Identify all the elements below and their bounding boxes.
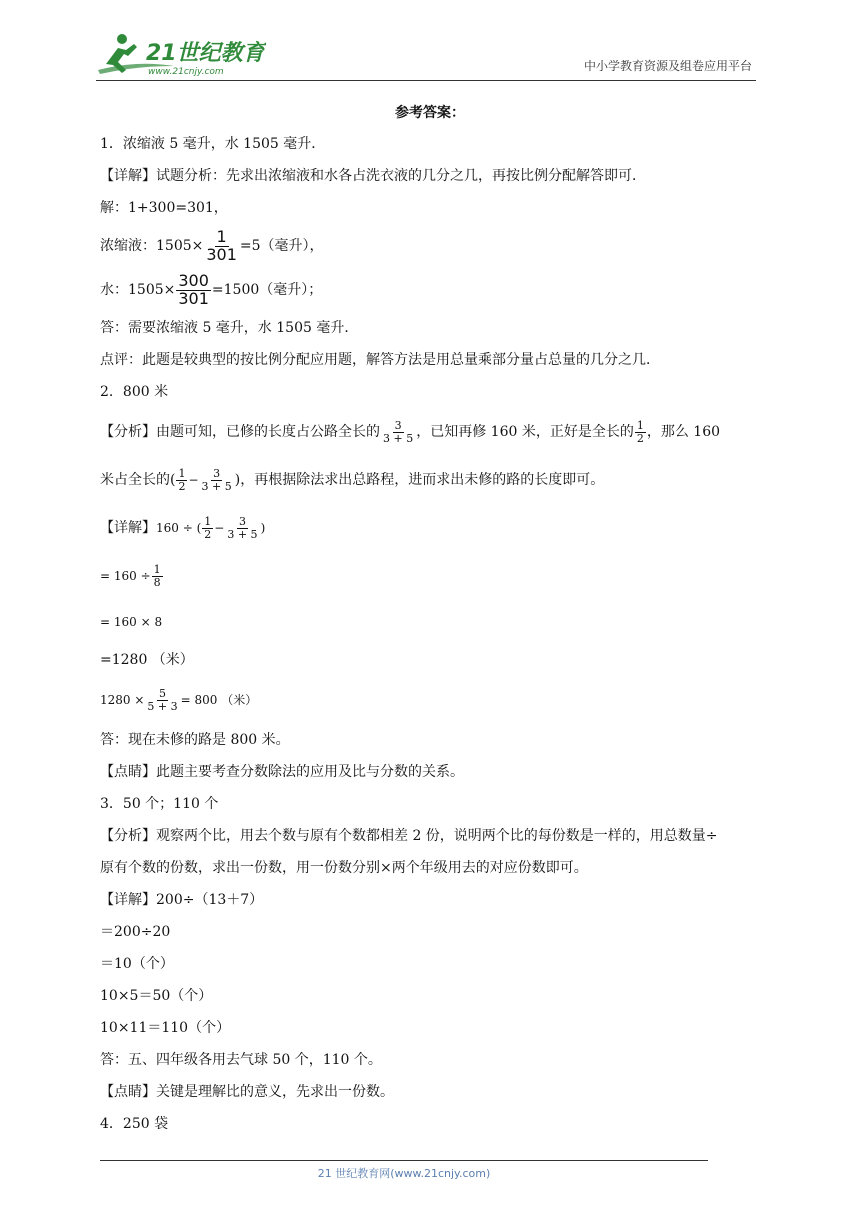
q2-analysis-line2: 米占全长的( $\frac{1}{2}$ − $\frac{3}{3 + 5}$ )，再根据除法求出总路程，进而求出未修的路的长度即可。 xyxy=(100,466,605,493)
q3-step1: ＝200÷20 xyxy=(100,924,171,940)
q1-water-line: 水：1505× $\frac{300}{301}$ =1500（毫升）； xyxy=(100,270,323,308)
fraction: $\frac{300}{301}$ xyxy=(178,270,209,308)
fraction: $\frac{5}{5 + 3}$ xyxy=(147,686,178,713)
q2-conclusion: 答：现在未修的路是 800 米。 xyxy=(100,732,290,748)
answer-title: 参考答案： xyxy=(395,105,465,121)
q2-step2: = 160 × 8 xyxy=(100,615,163,629)
q1-comment: 点评：此题是较典型的按比例分配应用题，解答方法是用总量乘部分量占总量的几分之几． xyxy=(100,352,660,368)
header-tagline: 中小学教育资源及组卷应用平台 xyxy=(583,59,752,73)
svg-text:www.21cnjy.com: www.21cnjy.com xyxy=(148,67,224,77)
q3-step3: 10×5＝50（个） xyxy=(100,988,213,1004)
fraction: $\frac{3}{3 + 5}$ xyxy=(383,418,414,445)
q3-analysis-line1: 【分析】观察两个比，用去个数与原有个数都相差 2 份，说明两个比的每份数是一样的，用总数量÷ xyxy=(100,828,718,844)
svg-text:21世纪教育: 21世纪教育 xyxy=(146,41,265,66)
q3-step2: ＝10（个） xyxy=(100,956,174,972)
footer-divider xyxy=(100,1160,708,1161)
q1-solution: 解：1+300=301， xyxy=(100,200,228,216)
q2-step3: =1280 （米） xyxy=(100,652,194,668)
q2-step1: = 160 ÷ $\frac{1}{8}$ xyxy=(100,562,161,589)
site-logo xyxy=(96,30,266,78)
q1-conclusion: 答：需要浓缩液 5 毫升，水 1505 毫升． xyxy=(100,320,359,336)
q3-comment: 【点睛】关键是理解比的意义，先求出一份数。 xyxy=(100,1084,394,1100)
fraction: $\frac{1}{301}$ xyxy=(206,226,237,264)
q2-answer: 2．800 米 xyxy=(100,384,169,400)
q1-detail: 【详解】试题分析：先求出浓缩液和水各占洗衣液的几分之几，再按比例分配解答即可． xyxy=(100,168,646,184)
q3-answer: 3．50 个；110 个 xyxy=(100,796,219,812)
q2-detail-line: 【详解】160 ÷ ( $\frac{1}{2}$ − $\frac{3}{3 + 5}$ ) xyxy=(100,514,266,541)
answer-body xyxy=(100,128,780,1140)
page-header xyxy=(96,30,756,81)
q3-detail: 【详解】200÷（13＋7） xyxy=(100,892,264,908)
q2-analysis-line1: 【分析】由题可知，已修的长度占公路全长的 $\frac{3}{3 + 5}$ ，已知再修 160 米，正好是全长的 $\frac{1}{2}$ ，那么 160 xyxy=(100,418,721,445)
fraction: $\frac{3}{3 + 5}$ xyxy=(227,514,258,541)
fraction: $\frac{1}{2}$ xyxy=(178,466,186,493)
q2-step4: 1280 × $\frac{5}{5 + 3}$ = 800 （米） xyxy=(100,686,258,713)
fraction: $\frac{1}{2}$ xyxy=(204,514,212,541)
q4-answer: 4．250 袋 xyxy=(100,1116,169,1132)
q3-step4: 10×11＝110（个） xyxy=(100,1020,231,1036)
q3-conclusion: 答：五、四年级各用去气球 50 个，110 个。 xyxy=(100,1052,382,1068)
fraction: $\frac{3}{3 + 5}$ xyxy=(201,466,232,493)
page-footer: 21 世纪教育网(www.21cnjy.com) xyxy=(317,1167,491,1180)
q2-comment: 【点睛】此题主要考查分数除法的应用及比与分数的关系。 xyxy=(100,764,464,780)
fraction: $\frac{1}{2}$ xyxy=(636,418,644,445)
q1-answer: 1．浓缩液 5 毫升，水 1505 毫升． xyxy=(100,136,326,152)
fraction: $\frac{1}{8}$ xyxy=(153,562,161,589)
q3-analysis-line2: 原有个数的份数，求出一份数，用一份数分别×两个年级用去的对应份数即可。 xyxy=(100,860,588,876)
q1-concentrate-line: 浓缩液：1505× $\frac{1}{301}$ =5（毫升）， xyxy=(100,226,324,264)
